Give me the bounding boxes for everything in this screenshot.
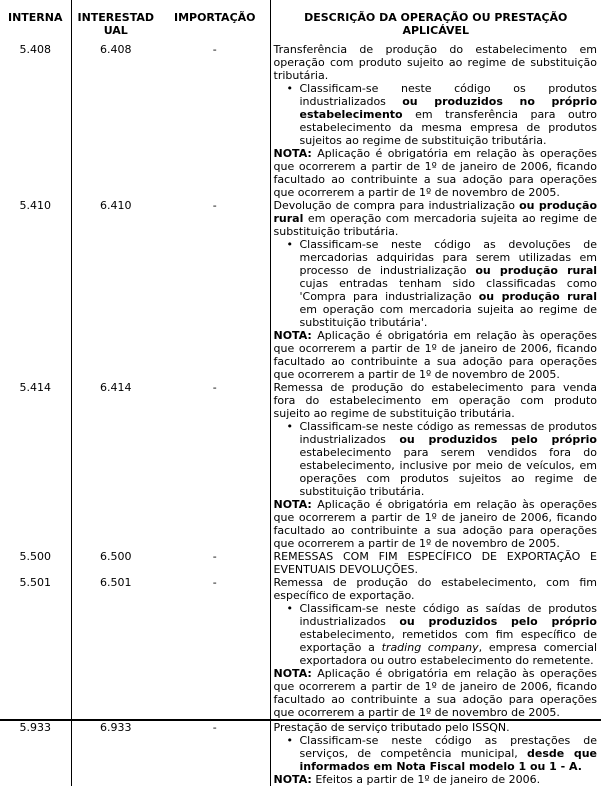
description-paragraph — [274, 199, 598, 238]
importacao-code-cell: - — [160, 576, 270, 720]
description-paragraph — [274, 381, 598, 420]
bullet-marker-icon: • — [286, 82, 293, 95]
importacao-code-cell: - — [160, 199, 270, 381]
column-header-label-line2: APLICÁVEL — [402, 24, 470, 37]
column-header-label: IMPORTAÇÃO — [173, 11, 256, 24]
description-bullet-item — [274, 238, 598, 329]
interestadual-code-cell: 6.933 — [71, 720, 160, 786]
bullet-marker-icon: • — [286, 734, 293, 747]
description-text-segment: cujas entradas tenham sido classificadas como 'Compra para industrialização — [299, 277, 597, 303]
description-text-segment: , empresa comercial exportadora ou outro estabelecimento do remetente. — [299, 641, 598, 667]
description-text-segment: NOTA: — [273, 147, 312, 160]
description-text-segment: ou produção rural — [475, 264, 598, 277]
column-header-label-line2: UAL — [103, 24, 128, 37]
description-paragraph — [274, 43, 598, 82]
description-text-segment: ou produção rural — [478, 290, 597, 303]
column-header-descricao — [270, 0, 601, 43]
interna-code-cell: 5.933 — [0, 720, 71, 786]
description-text-segment: ou produzidos no próprio estabelecimento — [299, 95, 597, 121]
description-bullet-item — [274, 734, 598, 773]
descricao-cell — [270, 576, 601, 720]
description-text-segment: estabelecimento para serem vendidos fora do estabelecimento, inclusive por meio de veículos, em operações com produtos sujeitos ao regime de substituição tributária. — [299, 446, 597, 498]
description-text-segment: Aplicação é obrigatória em relação às operações que ocorrerem a partir de 1º de janeiro de 2006, ficando facultado ao contribuinte a sua adoção para operações que ocorrerem a partir de 1º de novembro de 2005. — [273, 147, 597, 199]
bullet-marker-icon: • — [286, 602, 293, 615]
description-paragraph — [274, 721, 598, 734]
importacao-code-cell: - — [160, 720, 270, 786]
interna-code-cell: 5.410 — [0, 199, 71, 381]
description-text-segment: Classificam-se neste código as saídas de produtos industrializados — [299, 602, 597, 628]
description-paragraph — [274, 576, 598, 602]
description-bullet-item — [274, 82, 598, 147]
descricao-cell — [270, 381, 601, 550]
header-row — [0, 0, 601, 43]
column-header-label: INTERNA — [7, 11, 63, 24]
interna-code-cell: 5.500 — [0, 550, 71, 576]
column-header-importacao — [160, 0, 270, 43]
description-text-segment: em transferência para outro estabelecimento da mesma empresa de produtos sujeitos ao regime de substituição tributária. — [299, 108, 597, 147]
description-text-segment: Prestação de serviço tributado pelo ISSQN. — [273, 721, 510, 734]
description-text-segment: em operação com mercadoria sujeita ao regime de substituição tributária. — [273, 212, 597, 238]
descricao-cell — [270, 43, 601, 199]
description-paragraph — [274, 329, 598, 381]
interna-code-cell: 5.414 — [0, 381, 71, 550]
table-row — [0, 550, 601, 576]
description-paragraph — [274, 773, 598, 786]
descricao-cell — [270, 720, 601, 786]
cfop-table-body — [0, 43, 601, 786]
importacao-code-cell: - — [160, 381, 270, 550]
interna-code-cell: 5.408 — [0, 43, 71, 199]
description-text-segment: NOTA: — [273, 773, 312, 786]
description-paragraph — [274, 550, 598, 576]
description-text-segment: Aplicação é obrigatória em relação às operações que ocorrerem a partir de 1º de janeiro de 2006, ficando facultado ao contribuinte a sua adoção para operações que ocorrerem a partir de 1º de novembro de 2005. — [273, 498, 597, 550]
column-header-label-line1: INTERESTAD — [77, 11, 155, 24]
description-text-segment: Efeitos a partir de 1º de janeiro de 2006. — [311, 773, 541, 786]
descricao-cell — [270, 550, 601, 576]
importacao-code-cell: - — [160, 550, 270, 576]
importacao-code-cell: - — [160, 43, 270, 199]
bullet-marker-icon: • — [286, 420, 293, 433]
description-text-segment: em operação com mercadoria sujeita ao regime de substituição tributária'. — [299, 303, 597, 329]
table-header — [0, 0, 601, 43]
description-text-segment: NOTA: — [273, 498, 312, 511]
interestadual-code-cell: 6.414 — [100, 381, 132, 394]
column-header-interna — [0, 0, 71, 43]
table-row — [0, 576, 601, 720]
description-text-segment: Classificam-se neste código as remessas de produtos industrializados — [299, 420, 597, 446]
table-row — [0, 381, 601, 550]
interestadual-code-cell: 6.501 — [100, 576, 132, 589]
description-text-segment: Classificam-se neste código as devoluções de mercadorias adquiridas para serem utilizadas em processo de industrialização — [299, 238, 597, 277]
description-bullet-item — [274, 420, 598, 498]
descricao-cell — [270, 199, 601, 381]
description-paragraph — [274, 667, 598, 719]
interna-code-cell: 5.501 — [0, 576, 71, 720]
description-paragraph — [274, 498, 598, 550]
description-text-segment: NOTA: — [273, 329, 312, 342]
column-header-label-line1: DESCRIÇÃO DA OPERAÇÃO OU PRESTAÇÃO — [304, 11, 568, 24]
description-text-segment: Classificam-se neste código as prestações de serviços, de competência municipal, — [299, 734, 597, 760]
description-text-segment: ou produção rural — [273, 199, 597, 225]
description-text-segment: NOTA: — [273, 667, 312, 680]
description-text-segment: ou produzidos pelo próprio — [399, 433, 597, 446]
description-text-segment: Aplicação é obrigatória em relação às operações que ocorrerem a partir de 1º de janeiro de 2006, ficando facultado ao contribuinte a sua adoção para operações que ocorrerem a partir de 1º de novembro de 2005. — [273, 329, 597, 381]
interestadual-code-cell: 6.410 — [100, 199, 132, 212]
description-text-segment: REMESSAS COM FIM ESPECÍFICO DE EXPORTAÇÃO E EVENTUAIS DEVOLUÇÕES. — [273, 550, 597, 576]
bullet-marker-icon: • — [286, 238, 293, 251]
description-text-segment: Remessa de produção do estabelecimento, com fim específico de exportação. — [273, 576, 597, 602]
description-text-segment: Transferência de produção do estabelecimento em operação com produto sujeito ao regime de substituição tributária. — [273, 43, 597, 82]
description-text-segment: Aplicação é obrigatória em relação às operações que ocorrerem a partir de 1º de janeiro de 2006, ficando facultado ao contribuinte a sua adoção para operações que ocorrerem a partir de 1º de novembro de 2005. — [273, 667, 597, 719]
description-text-segment: Remessa de produção do estabelecimento para venda fora do estabelecimento em operação com produto sujeito ao regime de substituição tributária. — [273, 381, 597, 420]
description-text-segment: estabelecimento, remetidos com fim específico de exportação a — [299, 628, 597, 654]
table-row — [0, 720, 601, 786]
description-paragraph — [274, 147, 598, 199]
description-text-segment: Devolução de compra para industrialização — [273, 199, 520, 212]
interestadual-code-cell: 6.408 — [100, 43, 132, 56]
description-text-segment: desde que informados em Nota Fiscal modelo 1 ou 1 - A. — [299, 747, 597, 773]
description-text-segment: trading company — [381, 641, 479, 654]
description-text-segment: Classificam-se neste código os produtos industrializados — [299, 82, 597, 108]
interestadual-code-cell: 6.500 — [100, 550, 132, 563]
table-row — [0, 43, 601, 199]
description-bullet-item — [274, 602, 598, 667]
description-text-segment: ou produzidos pelo próprio — [399, 615, 597, 628]
table-row — [0, 199, 601, 381]
column-header-interestadual — [71, 0, 160, 43]
